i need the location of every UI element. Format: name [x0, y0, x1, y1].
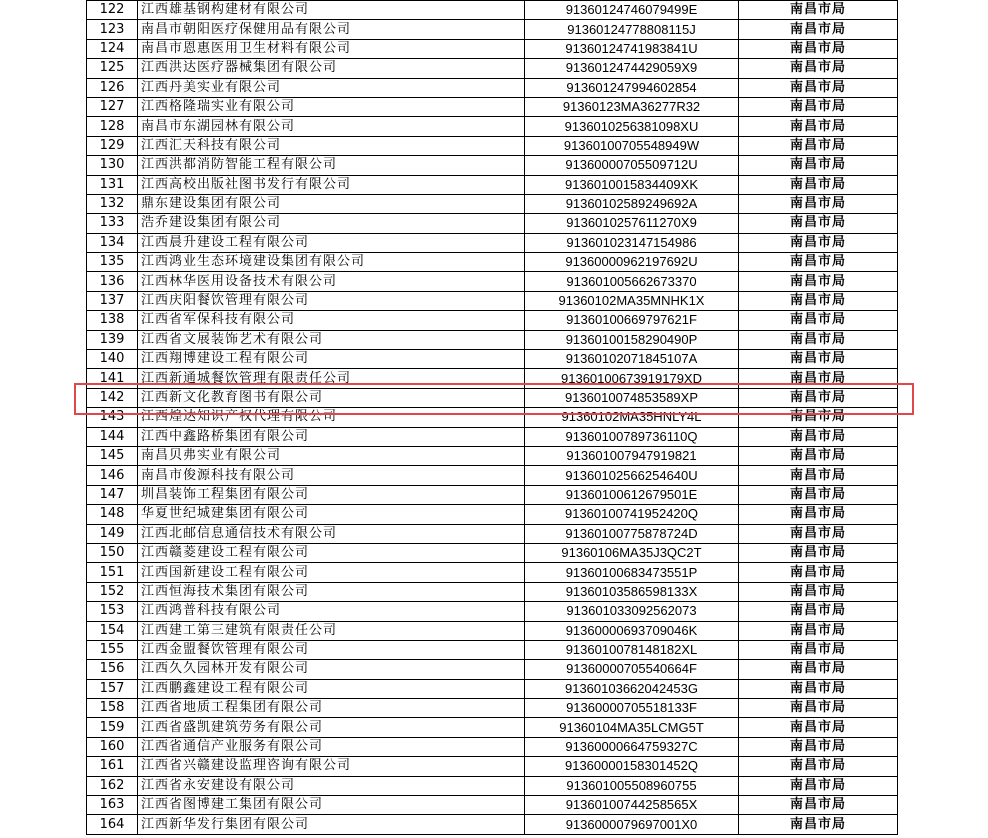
authority-cell: 南昌市局: [739, 39, 898, 58]
table-row: [87, 776, 898, 795]
row-number-cell: 138: [87, 311, 138, 330]
table-row: [87, 1, 898, 20]
row-number-cell: 125: [87, 59, 138, 78]
company-name-cell: 江西久久园林开发有限公司: [138, 660, 525, 679]
credit-code-cell: 91360124741983841U: [525, 39, 739, 58]
credit-code-cell: 9136010256381098XU: [525, 117, 739, 136]
table-row: [87, 214, 898, 233]
authority-cell: 南昌市局: [739, 156, 898, 175]
row-number-cell: 129: [87, 136, 138, 155]
company-name-cell: 江西省通信产业服务有限公司: [138, 737, 525, 756]
company-name-cell: 江西新文化教育图书有限公司: [138, 388, 525, 407]
authority-cell: 南昌市局: [739, 97, 898, 116]
table-row: [87, 466, 898, 485]
authority-cell: 南昌市局: [739, 737, 898, 756]
credit-code-cell: 913601033092562073: [525, 602, 739, 621]
row-number-cell: 130: [87, 156, 138, 175]
credit-code-cell: 91360124746079499E: [525, 1, 739, 20]
company-name-cell: 江西格隆瑞实业有限公司: [138, 97, 525, 116]
authority-cell: 南昌市局: [739, 291, 898, 310]
table-row: [87, 602, 898, 621]
row-number-cell: 136: [87, 272, 138, 291]
company-name-cell: 江西鹏鑫建设工程有限公司: [138, 679, 525, 698]
company-name-cell: 江西国新建设工程有限公司: [138, 563, 525, 582]
table-row: [87, 97, 898, 116]
authority-cell: 南昌市局: [739, 311, 898, 330]
row-number-cell: 159: [87, 718, 138, 737]
authority-cell: 南昌市局: [739, 718, 898, 737]
credit-code-cell: 91360000664759327C: [525, 737, 739, 756]
credit-code-cell: 91360100744258565X: [525, 796, 739, 815]
authority-cell: 南昌市局: [739, 757, 898, 776]
authority-cell: 南昌市局: [739, 59, 898, 78]
table-row: [87, 485, 898, 504]
credit-code-cell: 91360124778808115J: [525, 20, 739, 39]
credit-code-cell: 913601247994602854: [525, 78, 739, 97]
table-row: [87, 543, 898, 562]
row-number-cell: 139: [87, 330, 138, 349]
company-name-cell: 圳昌装饰工程集团有限公司: [138, 485, 525, 504]
company-name-cell: 华夏世纪城建集团有限公司: [138, 505, 525, 524]
company-name-cell: 南昌贝弗实业有限公司: [138, 446, 525, 465]
row-number-cell: 151: [87, 563, 138, 582]
table-row: [87, 524, 898, 543]
company-name-cell: 江西中鑫路桥集团有限公司: [138, 427, 525, 446]
authority-cell: 南昌市局: [739, 1, 898, 20]
row-number-cell: 150: [87, 543, 138, 562]
table-row: [87, 136, 898, 155]
table-row: [87, 311, 898, 330]
authority-cell: 南昌市局: [739, 194, 898, 213]
row-number-cell: 142: [87, 388, 138, 407]
company-name-cell: 江西洪达医疗器械集团有限公司: [138, 59, 525, 78]
table-row: [87, 660, 898, 679]
authority-cell: 南昌市局: [739, 602, 898, 621]
credit-code-cell: 91360102071845107A: [525, 350, 739, 369]
authority-cell: 南昌市局: [739, 563, 898, 582]
table-row: [87, 59, 898, 78]
company-name-cell: 江西省文展装饰艺术有限公司: [138, 330, 525, 349]
row-number-cell: 122: [87, 1, 138, 20]
authority-cell: 南昌市局: [739, 815, 898, 834]
authority-cell: 南昌市局: [739, 272, 898, 291]
authority-cell: 南昌市局: [739, 485, 898, 504]
credit-code-cell: 91360100669797621F: [525, 311, 739, 330]
company-name-cell: 南昌市东湖园林有限公司: [138, 117, 525, 136]
table-body: [87, 1, 898, 835]
authority-cell: 南昌市局: [739, 543, 898, 562]
table-row: [87, 156, 898, 175]
row-number-cell: 161: [87, 757, 138, 776]
company-name-cell: 江西省军保科技有限公司: [138, 311, 525, 330]
row-number-cell: 164: [87, 815, 138, 834]
table-row: [87, 757, 898, 776]
company-name-cell: 江西林华医用设备技术有限公司: [138, 272, 525, 291]
company-name-cell: 江西省永安建设有限公司: [138, 776, 525, 795]
company-name-cell: 江西洪都消防智能工程有限公司: [138, 156, 525, 175]
company-name-cell: 浩乔建设集团有限公司: [138, 214, 525, 233]
credit-code-cell: 91360104MA35LCMG5T: [525, 718, 739, 737]
row-number-cell: 149: [87, 524, 138, 543]
authority-cell: 南昌市局: [739, 524, 898, 543]
credit-code-cell: 91360103586598133X: [525, 582, 739, 601]
table-row: [87, 640, 898, 659]
authority-cell: 南昌市局: [739, 214, 898, 233]
row-number-cell: 160: [87, 737, 138, 756]
authority-cell: 南昌市局: [739, 582, 898, 601]
company-name-cell: 江西煌达知识产权代理有限公司: [138, 408, 525, 427]
authority-cell: 南昌市局: [739, 776, 898, 795]
credit-code-cell: 91360000158301452Q: [525, 757, 739, 776]
row-number-cell: 153: [87, 602, 138, 621]
row-number-cell: 131: [87, 175, 138, 194]
credit-code-cell: 9136010078148182XL: [525, 640, 739, 659]
row-number-cell: 162: [87, 776, 138, 795]
row-number-cell: 155: [87, 640, 138, 659]
row-number-cell: 157: [87, 679, 138, 698]
company-list-table: [86, 0, 898, 835]
credit-code-cell: 91360100612679501E: [525, 485, 739, 504]
table-row: [87, 350, 898, 369]
authority-cell: 南昌市局: [739, 369, 898, 388]
table-row: [87, 718, 898, 737]
authority-cell: 南昌市局: [739, 796, 898, 815]
credit-code-cell: 91360000705540664F: [525, 660, 739, 679]
authority-cell: 南昌市局: [739, 117, 898, 136]
credit-code-cell: 91360102566254640U: [525, 466, 739, 485]
company-name-cell: 江西恒海技术集团有限公司: [138, 582, 525, 601]
row-number-cell: 152: [87, 582, 138, 601]
credit-code-cell: 9136000079697001X0: [525, 815, 739, 834]
table-row: [87, 272, 898, 291]
row-number-cell: 163: [87, 796, 138, 815]
table-row: [87, 446, 898, 465]
authority-cell: 南昌市局: [739, 466, 898, 485]
company-name-cell: 江西新通城餐饮管理有限责任公司: [138, 369, 525, 388]
company-name-cell: 江西庆阳餐饮管理有限公司: [138, 291, 525, 310]
company-name-cell: 南昌市朝阳医疗保健用品有限公司: [138, 20, 525, 39]
table-row: [87, 699, 898, 718]
credit-code-cell: 91360106MA35J3QC2T: [525, 543, 739, 562]
row-number-cell: 144: [87, 427, 138, 446]
authority-cell: 南昌市局: [739, 350, 898, 369]
row-number-cell: 145: [87, 446, 138, 465]
company-name-cell: 江西汇天科技有限公司: [138, 136, 525, 155]
credit-code-cell: 91360000693709046K: [525, 621, 739, 640]
authority-cell: 南昌市局: [739, 621, 898, 640]
credit-code-cell: 913601023147154986: [525, 233, 739, 252]
table-row: [87, 20, 898, 39]
row-number-cell: 123: [87, 20, 138, 39]
table-row: [87, 563, 898, 582]
company-name-cell: 江西省盛凯建筑劳务有限公司: [138, 718, 525, 737]
company-name-cell: 江西丹美实业有限公司: [138, 78, 525, 97]
company-name-cell: 江西省图博建工集团有限公司: [138, 796, 525, 815]
credit-code-cell: 91360102MA35MNHK1X: [525, 291, 739, 310]
credit-code-cell: 9136010015834409XK: [525, 175, 739, 194]
company-name-cell: 江西北邮信息通信技术有限公司: [138, 524, 525, 543]
credit-code-cell: 91360102MA35HNLY4L: [525, 408, 739, 427]
row-number-cell: 141: [87, 369, 138, 388]
authority-cell: 南昌市局: [739, 175, 898, 194]
row-number-cell: 143: [87, 408, 138, 427]
table-row: [87, 582, 898, 601]
table-row: [87, 78, 898, 97]
credit-code-cell: 9136012474429059X9: [525, 59, 739, 78]
authority-cell: 南昌市局: [739, 446, 898, 465]
authority-cell: 南昌市局: [739, 388, 898, 407]
authority-cell: 南昌市局: [739, 253, 898, 272]
company-name-cell: 江西省兴赣建设监理咨询有限公司: [138, 757, 525, 776]
credit-code-cell: 91360000962197692U: [525, 253, 739, 272]
company-name-cell: 江西高校出版社图书发行有限公司: [138, 175, 525, 194]
row-number-cell: 132: [87, 194, 138, 213]
table-row: [87, 737, 898, 756]
company-name-cell: 江西鸿普科技有限公司: [138, 602, 525, 621]
company-name-cell: 江西省地质工程集团有限公司: [138, 699, 525, 718]
credit-code-cell: 91360100683473551P: [525, 563, 739, 582]
company-name-cell: 江西鸿业生态环境建设集团有限公司: [138, 253, 525, 272]
row-number-cell: 128: [87, 117, 138, 136]
authority-cell: 南昌市局: [739, 699, 898, 718]
credit-code-cell: 91360100158290490P: [525, 330, 739, 349]
row-number-cell: 127: [87, 97, 138, 116]
authority-cell: 南昌市局: [739, 233, 898, 252]
credit-code-cell: 9136010074853589XP: [525, 388, 739, 407]
credit-code-cell: 9136010257611270X9: [525, 214, 739, 233]
authority-cell: 南昌市局: [739, 408, 898, 427]
table-row: [87, 253, 898, 272]
row-number-cell: 158: [87, 699, 138, 718]
authority-cell: 南昌市局: [739, 505, 898, 524]
table-row: [87, 621, 898, 640]
company-name-cell: 江西晨升建设工程有限公司: [138, 233, 525, 252]
credit-code-cell: 91360000705509712U: [525, 156, 739, 175]
credit-code-cell: 91360103662042453G: [525, 679, 739, 698]
credit-code-cell: 91360100673919179XD: [525, 369, 739, 388]
authority-cell: 南昌市局: [739, 78, 898, 97]
authority-cell: 南昌市局: [739, 679, 898, 698]
table-row: [87, 194, 898, 213]
row-number-cell: 126: [87, 78, 138, 97]
row-number-cell: 140: [87, 350, 138, 369]
row-number-cell: 148: [87, 505, 138, 524]
table-row: [87, 39, 898, 58]
row-number-cell: 133: [87, 214, 138, 233]
company-name-cell: 南昌市恩惠医用卫生材料有限公司: [138, 39, 525, 58]
authority-cell: 南昌市局: [739, 20, 898, 39]
company-name-cell: 江西赣菱建设工程有限公司: [138, 543, 525, 562]
row-number-cell: 135: [87, 253, 138, 272]
row-number-cell: 124: [87, 39, 138, 58]
credit-code-cell: 91360100705548949W: [525, 136, 739, 155]
authority-cell: 南昌市局: [739, 330, 898, 349]
company-name-cell: 江西翔博建设工程有限公司: [138, 350, 525, 369]
row-number-cell: 137: [87, 291, 138, 310]
company-name-cell: 鼎东建设集团有限公司: [138, 194, 525, 213]
authority-cell: 南昌市局: [739, 640, 898, 659]
row-highlight-box: [74, 383, 914, 415]
row-number-cell: 154: [87, 621, 138, 640]
credit-code-cell: 91360100775878724D: [525, 524, 739, 543]
row-number-cell: 147: [87, 485, 138, 504]
authority-cell: 南昌市局: [739, 660, 898, 679]
table-row: [87, 175, 898, 194]
company-name-cell: 江西金盟餐饮管理有限公司: [138, 640, 525, 659]
credit-code-cell: 91360000705518133F: [525, 699, 739, 718]
table-row: [87, 815, 898, 834]
row-number-cell: 134: [87, 233, 138, 252]
authority-cell: 南昌市局: [739, 427, 898, 446]
table-row: [87, 796, 898, 815]
table-row: [87, 233, 898, 252]
company-list-table-container: [86, 0, 898, 835]
table-row: [87, 427, 898, 446]
credit-code-cell: 91360102589249692A: [525, 194, 739, 213]
row-number-cell: 156: [87, 660, 138, 679]
company-name-cell: 江西建工第三建筑有限责任公司: [138, 621, 525, 640]
company-name-cell: 南昌市俊源科技有限公司: [138, 466, 525, 485]
credit-code-cell: 913601005662673370: [525, 272, 739, 291]
credit-code-cell: 91360123MA36277R32: [525, 97, 739, 116]
table-row: [87, 679, 898, 698]
table-row: [87, 117, 898, 136]
table-row: [87, 330, 898, 349]
credit-code-cell: 913601007947919821: [525, 446, 739, 465]
table-row: [87, 291, 898, 310]
credit-code-cell: 91360100789736110Q: [525, 427, 739, 446]
company-name-cell: 江西雄基钢构建材有限公司: [138, 1, 525, 20]
company-name-cell: 江西新华发行集团有限公司: [138, 815, 525, 834]
row-number-cell: 146: [87, 466, 138, 485]
table-row: [87, 505, 898, 524]
credit-code-cell: 913601005508960755: [525, 776, 739, 795]
credit-code-cell: 91360100741952420Q: [525, 505, 739, 524]
authority-cell: 南昌市局: [739, 136, 898, 155]
